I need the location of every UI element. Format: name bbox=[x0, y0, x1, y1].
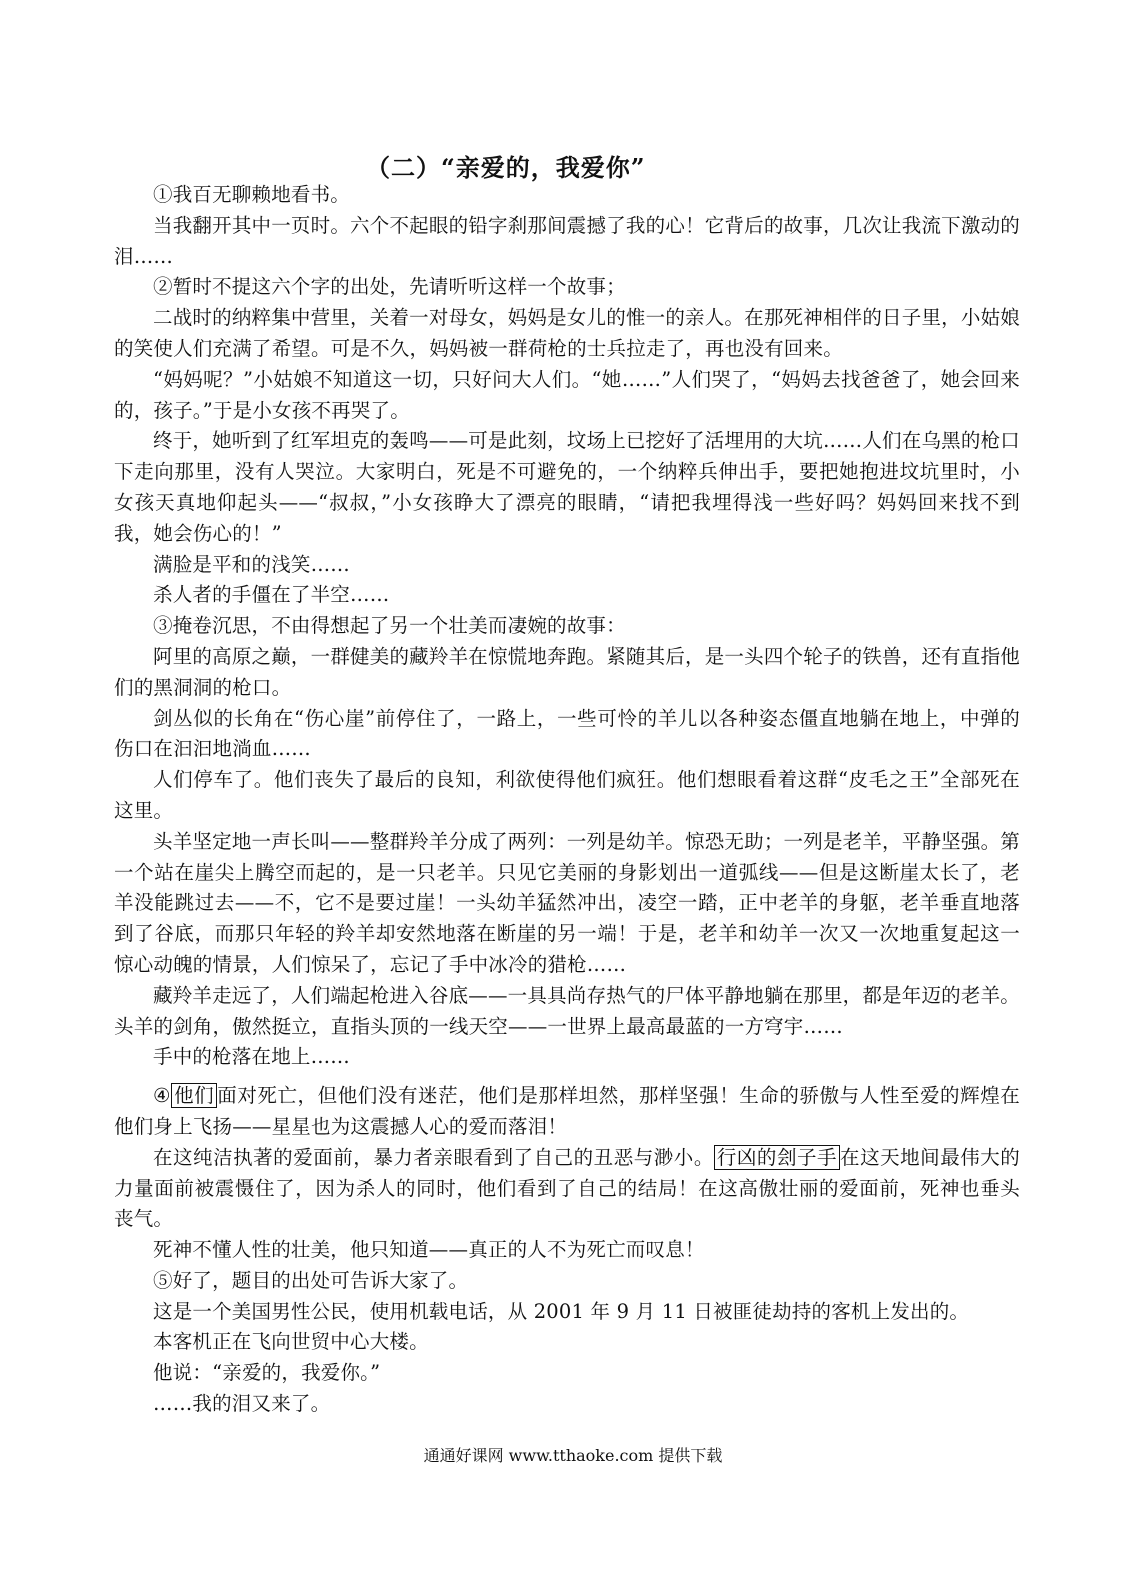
paragraph: ②暂时不提这六个字的出处，先请听听这样一个故事； bbox=[153, 275, 626, 299]
paragraph: 这是一个美国男性公民，使用机载电话，从 2001 年 9 月 11 日被匪徒劫持的客机上发出的。 bbox=[153, 1299, 970, 1323]
boxed-word: 他们 bbox=[171, 1083, 217, 1108]
paragraph: ③掩卷沉思，不由得想起了另一个壮美而凄婉的故事： bbox=[153, 614, 626, 638]
paragraph: ①我百无聊赖地看书。 bbox=[153, 183, 351, 206]
paragraph-text: 在这纯洁执著的爱面前，暴力者亲眼看到了自己的丑恶与渺小。 bbox=[153, 1145, 714, 1169]
paragraph: 二战时的纳粹集中营里，关着一对母女，妈妈是女儿的惟一的亲人。在那死神相伴的日子里，小姑娘的笑使人们充满了希望。可是不久，妈妈被一群荷枪的士兵拉走了，再也没有回来。 bbox=[114, 306, 1020, 360]
document-title: （二）“亲爱的，我爱你” bbox=[366, 153, 646, 182]
page-footer: 通通好课网 www.tthaoke.com 提供下载 bbox=[423, 1446, 723, 1465]
paragraph: “妈妈呢？”小姑娘不知道这一切，只好问大人们。“她……”人们哭了，“妈妈去找爸爸了，她会回来的，孩子。”于是小女孩不再哭了。 bbox=[114, 367, 1020, 422]
paragraph: 终于，她听到了红军坦克的轰鸣——可是此刻，坟场上已挖好了活埋用的大坑……人们在乌黑的枪口下走向那里，没有人哭泣。大家明白，死是不可避免的，一个纳粹兵伸出手，要把她抱进坟坑里时，小女孩天真地仰起头——“叔叔，”小女孩睁大了漂亮的眼睛，“请把我埋得浅一些好吗？妈妈回来找不到我，她会伤心的！” bbox=[114, 429, 1020, 545]
paragraph: 手中的枪落在地上…… bbox=[153, 1045, 351, 1069]
paragraph: 剑丛似的长角在“伤心崖”前停住了，一路上，一些可怜的羊儿以各种姿态僵直地躺在地上，中弹的伤口在汩汩地淌血…… bbox=[114, 706, 1020, 761]
paragraph: 死神不懂人性的壮美，他只知道——真正的人不为死亡而叹息！ bbox=[153, 1238, 705, 1262]
paragraph-text: 面对死亡，但他们没有迷茫，他们是那样坦然，那样坚强！生命的骄傲与人性至爱的辉煌在他们身上飞扬——星星也为这震撼人心的爱而落泪！ bbox=[114, 1084, 1020, 1138]
boxed-phrase: 行凶的刽子手 bbox=[714, 1145, 840, 1170]
paragraph: 藏羚羊走远了，人们端起枪进入谷底——一具具尚存热气的尸体平静地躺在那里，都是年迈的老羊。头羊的剑角，傲然挺立，直指头顶的一线天空——一世界上最高最蓝的一方穹宇…… bbox=[114, 983, 1020, 1038]
paragraph: 杀人者的手僵在了半空…… bbox=[153, 583, 390, 607]
paragraph: 他说：“亲爱的，我爱你。” bbox=[153, 1361, 381, 1385]
paragraph: 当我翻开其中一页时。六个不起眼的铅字刹那间震撼了我的心！它背后的故事，几次让我流下激动的泪…… bbox=[114, 213, 1020, 268]
paragraph-number: ④ bbox=[153, 1084, 172, 1108]
paragraph: ⑤好了，题目的出处可告诉大家了。 bbox=[153, 1268, 469, 1292]
paragraph: 本客机正在飞向世贸中心大楼。 bbox=[153, 1330, 429, 1354]
paragraph-4 bbox=[114, 1081, 1020, 1143]
paragraph: 头羊坚定地一声长叫——整群羚羊分成了两列：一列是幼羊。惊恐无助；一列是老羊，平静坚强。第一个站在崖尖上腾空而起的，是一只老羊。只见它美丽的身影划出一道弧线——但是这断崖太长了，老羊没能跳过去——不，它不是要过崖！一头幼羊猛然冲出，凌空一踏，正中老羊的身躯，老羊垂直地落到了谷底，而那只年轻的羚羊却安然地落在断崖的另一端！于是，老羊和幼羊一次又一次地重复起这一惊心动魄的情景，人们惊呆了，忘记了手中冰冷的猎枪…… bbox=[114, 829, 1020, 976]
paragraph: 满脸是平和的浅笑…… bbox=[153, 552, 351, 576]
document-body bbox=[114, 180, 1020, 1420]
paragraph: 阿里的高原之巅，一群健美的藏羚羊在惊慌地奔跑。紧随其后，是一头四个轮子的铁兽，还有直指他们的黑洞洞的枪口。 bbox=[114, 644, 1020, 699]
paragraph: 人们停车了。他们丧失了最后的良知，利欲使得他们疯狂。他们想眼看着这群“皮毛之王”全部死在这里。 bbox=[114, 768, 1020, 822]
paragraph-text: 在这天地间最伟大的力量面前被震慑住了，因为杀人的同时，他们看到了自己的结局！在这高傲壮丽的爱面前，死神也垂头丧气。 bbox=[114, 1145, 1020, 1231]
paragraph: ……我的泪又来了。 bbox=[153, 1392, 331, 1416]
paragraph bbox=[114, 1143, 1020, 1235]
